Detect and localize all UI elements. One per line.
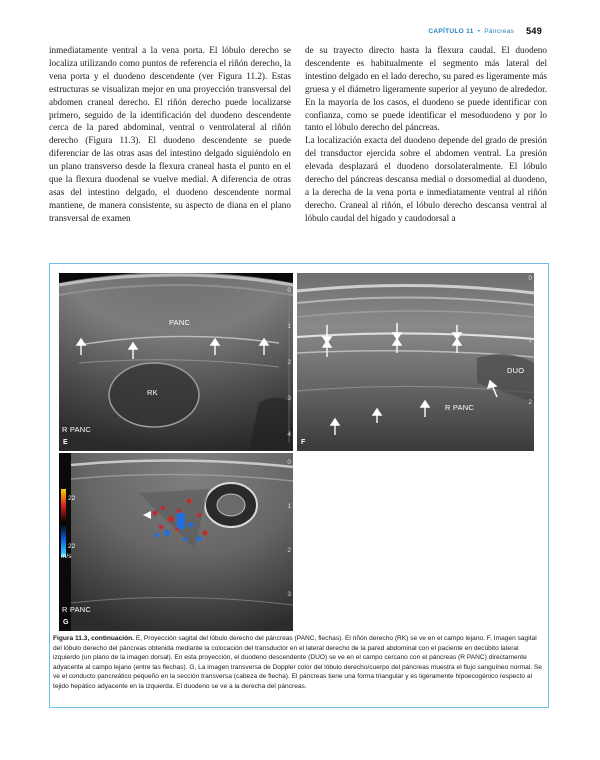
depth-mark: 3: [287, 591, 291, 598]
figure-caption: [53, 634, 545, 692]
depth-mark: 0: [528, 275, 532, 282]
depth-mark: 1: [528, 337, 532, 344]
running-head: [428, 26, 542, 36]
right-paragraph-1: de su trayecto directo hasta la flexura caudal. El duodeno descendente es habitualmente el segmento más lateral del intestino delgado en el lado derecho, su pared es ligeramente más gruesa y el diámetro ligeramente superior al yeyuno de alrededor. En la mayoría de los casos, el duodeno se puede identificar con confianza, como se puede identificar el mesoduodeno y por lo tanto el lóbulo derecho del páncreas.: [305, 45, 547, 133]
panel-letter-e: E: [63, 439, 68, 446]
panc-label: PANC: [169, 318, 191, 327]
depth-mark: 2: [287, 359, 291, 366]
left-column: [49, 44, 291, 225]
depth-mark: 0: [287, 459, 291, 466]
color-scale-top: 22: [68, 495, 76, 502]
color-scale-bottom: 22: [68, 543, 76, 550]
right-paragraph-2: La localización exacta del duodeno depende del grado de presión del transductor ejercida sobre el abdomen ventral. La presión elevada desplazará el duodeno dorsolateralmente. El lóbulo derecho del páncreas descansa medial o dorsomedial al duodeno, a la derecha de la vena porta e inmediatamente ventral al riñón derecho. Craneal al riñón, el lóbulo derecho descansa ventral al lóbulo caudal del hígado y caudodorsal a: [305, 135, 547, 223]
rk-label: RK: [147, 388, 158, 397]
depth-mark: 3: [287, 395, 291, 402]
caption-body: E, Proyección sagital del lóbulo derecho del páncreas (PANC, flechas). El riñón derecho (RK) se ve en el campo lejano. F, Imagen sagital del lóbulo derecho del páncreas obtenida mediante la colocación del transductor en el lateral derecho de la pared abdominal con el paciente en decúbito lateral izquierdo (un plano de la imagen dorsal). En esta proyección, el duodeno descendente (DUO) se ve en el campo cercano con el páncreas (R PANC) directamente adyacente al campo lejano (entre las flechas). G, La imagen transversa de Doppler color del lóbulo derecho/cuerpo del páncreas muestra el flujo sanguíneo normal. Se ve el conducto pancreático pequeño en la sección transversa (cabeza de flecha). El páncreas tiene una forma triangular y es ligeramente hipoecogénico respecto al tejido hepático adyacente en la izquierda. El duodeno se ve a la derecha del páncreas.: [53, 635, 542, 690]
depth-mark: 2: [287, 547, 291, 554]
panel-letter-g: G: [63, 619, 69, 626]
depth-mark: 1: [287, 503, 291, 510]
section-label: Páncreas: [484, 27, 515, 35]
duo-label: DUO: [507, 366, 525, 375]
color-scale-unit: m/s: [61, 553, 72, 560]
depth-mark: 4: [287, 431, 291, 438]
body-text: [49, 44, 547, 225]
right-column: [305, 44, 547, 225]
caption-lead: Figura 11.3, continuación.: [53, 635, 134, 642]
panel-letter-f: F: [301, 439, 306, 446]
depth-mark: 1: [287, 323, 291, 330]
left-paragraph: inmediatamente ventral a la vena porta. El lóbulo derecho se localiza utilizando como puntos de referencia el riñón derecho, la vena porta y el duodeno descendente (ver Figura 11.2). Estas estructuras se visualizan mejor en una proyección transversal del abdomen craneal derecho. El riñón derecho puede localizarse primero, seguido de la identificación del duodeno descendente cerca de la pared abdominal, ventral o ventrolateral al riñón derecho (Figura 11.3). El duodeno descendente se puede diferenciar de las otras asas del intestino delgado siguiéndolo en un plano transverso desde la flexura craneal hasta el punto en el que la flexura duodenal se vuelve medial. A diferencia de otras asas del intestino delgado, el duodeno descendente normal mantiene, de manera consistente, su aspecto de diana en el plano transversal de examen: [49, 45, 291, 223]
ultrasound-panel-g: [59, 453, 293, 631]
panel-f-image: [297, 273, 534, 451]
ultrasound-panel-e: [59, 273, 293, 451]
ultrasound-panel-f: [297, 273, 534, 451]
depth-mark: 0: [287, 287, 291, 294]
header-bullet: •: [477, 27, 481, 35]
r-panc-label: R PANC: [62, 605, 91, 614]
r-panc-label: R PANC: [445, 403, 474, 412]
r-panc-label: R PANC: [62, 425, 91, 434]
page-number: 549: [526, 26, 542, 36]
panel-e-image: [59, 273, 293, 451]
panel-g-image: [59, 453, 293, 631]
chapter-label: CAPÍTULO 11: [428, 27, 474, 35]
depth-mark: 2: [528, 399, 532, 406]
